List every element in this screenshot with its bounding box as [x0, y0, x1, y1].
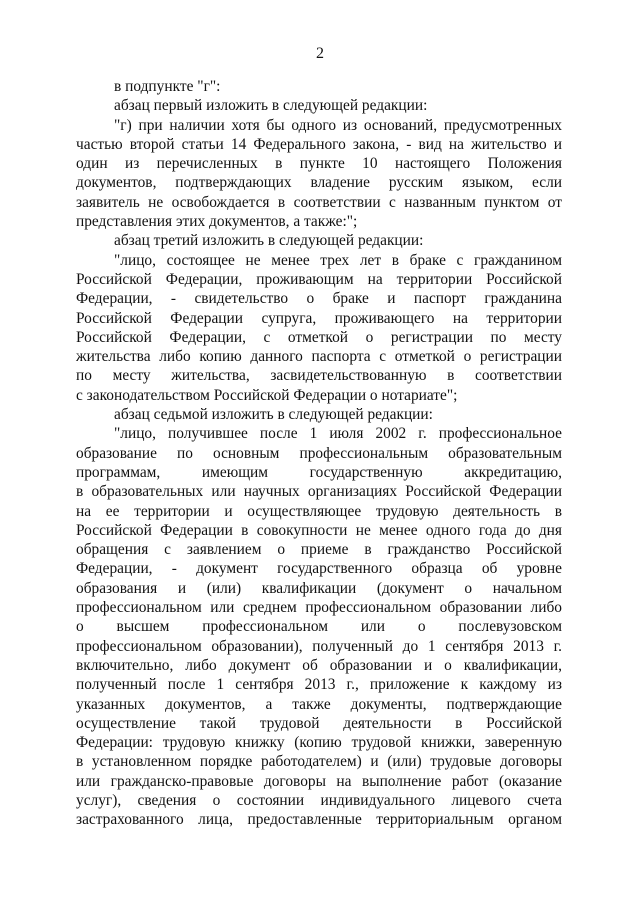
text-line: абзац первый изложить в следующей редакции: [114, 97, 428, 115]
text-line: Российской Федерации супруга, проживающего на территории [76, 309, 562, 327]
text-line: представления этих документов, а также:"; [76, 213, 358, 231]
text-line: в подпункте "г": [114, 78, 221, 95]
text-line: профессиональном или среднем профессиональном образовании либо [76, 599, 562, 617]
text-line: услуг), сведения о состоянии индивидуального лицевого счета [76, 791, 562, 809]
text-line: "лицо, получившее после 1 июля 2002 г. профессиональное [114, 425, 562, 443]
text-line: или гражданско-правовые договоры на выполнение работ (оказание [76, 772, 562, 790]
text-line: жительства либо копию данного паспорта с отметкой о регистрации [76, 348, 562, 366]
text-line: Российской Федерации, проживающим на территории Российской [76, 270, 562, 288]
text-line: Федерации, - документ государственного образца об уровне [76, 560, 562, 578]
text-line: один из перечисленных в пункте 10 настоящего Положения [76, 155, 562, 173]
text-line: на ее территории и осуществляющее трудовую деятельность в [76, 502, 562, 520]
text-line: полученный после 1 сентября 2013 г., приложение к каждому из [76, 676, 562, 694]
text-line: в образовательных или научных организациях Российской Федерации [76, 483, 562, 501]
text-line: в установленном порядке работодателем) и (или) трудовые договоры [76, 753, 562, 771]
text-line: о высшем профессиональном или о послевузовском [76, 618, 562, 636]
text-line: документов, подтверждающих владение русским языком, если [76, 174, 562, 192]
text-line: Российской Федерации в совокупности не менее одного года до дня [76, 521, 562, 539]
text-line: с законодательством Российской Федерации о нотариате"; [76, 386, 458, 404]
text-line: включительно, либо документ об образовании и о квалификации, [76, 656, 562, 674]
text-line: абзац седьмой изложить в следующей редакции: [114, 406, 433, 424]
text-line: профессиональном образовании), полученный до 1 сентября 2013 г. [76, 637, 562, 655]
text-line: Федерации: трудовую книжку (копию трудовой книжки, заверенную [76, 734, 562, 752]
text-line: Федерации, - свидетельство о браке и паспорт гражданина [76, 290, 562, 308]
text-line: частью второй статьи 14 Федерального закона, - вид на жительство и [76, 135, 562, 153]
text-line: Российской Федерации, с отметкой о регистрации по месту [76, 328, 562, 346]
text-line: абзац третий изложить в следующей редакции: [114, 232, 424, 250]
text-line: обращения с заявлением о приеме в гражданство Российской [76, 541, 562, 559]
text-line: осуществление такой трудовой деятельности в Российской [76, 714, 562, 732]
text-line: по месту жительства, засвидетельствованную в соответствии [76, 367, 562, 385]
text-line: "г) при наличии хотя бы одного из оснований, предусмотренных [114, 116, 562, 134]
text-line: образования и (или) квалификации (документ о начальном [76, 579, 562, 597]
text-line: "лицо, состоящее не менее трех лет в браке с гражданином [114, 251, 562, 269]
document-body [76, 77, 562, 830]
text-line: заявитель не освобождается в соответствии с названным пунктом от [76, 193, 562, 211]
text-line: программам, имеющим государственную аккредитацию, [76, 463, 562, 481]
text-line: застрахованного лица, предоставленные территориальным органом [76, 811, 562, 829]
text-line: образование по основным профессиональным образовательным [76, 444, 562, 462]
text-line: указанных документов, а также документы, подтверждающие [76, 695, 562, 713]
page-number: 2 [316, 45, 324, 62]
